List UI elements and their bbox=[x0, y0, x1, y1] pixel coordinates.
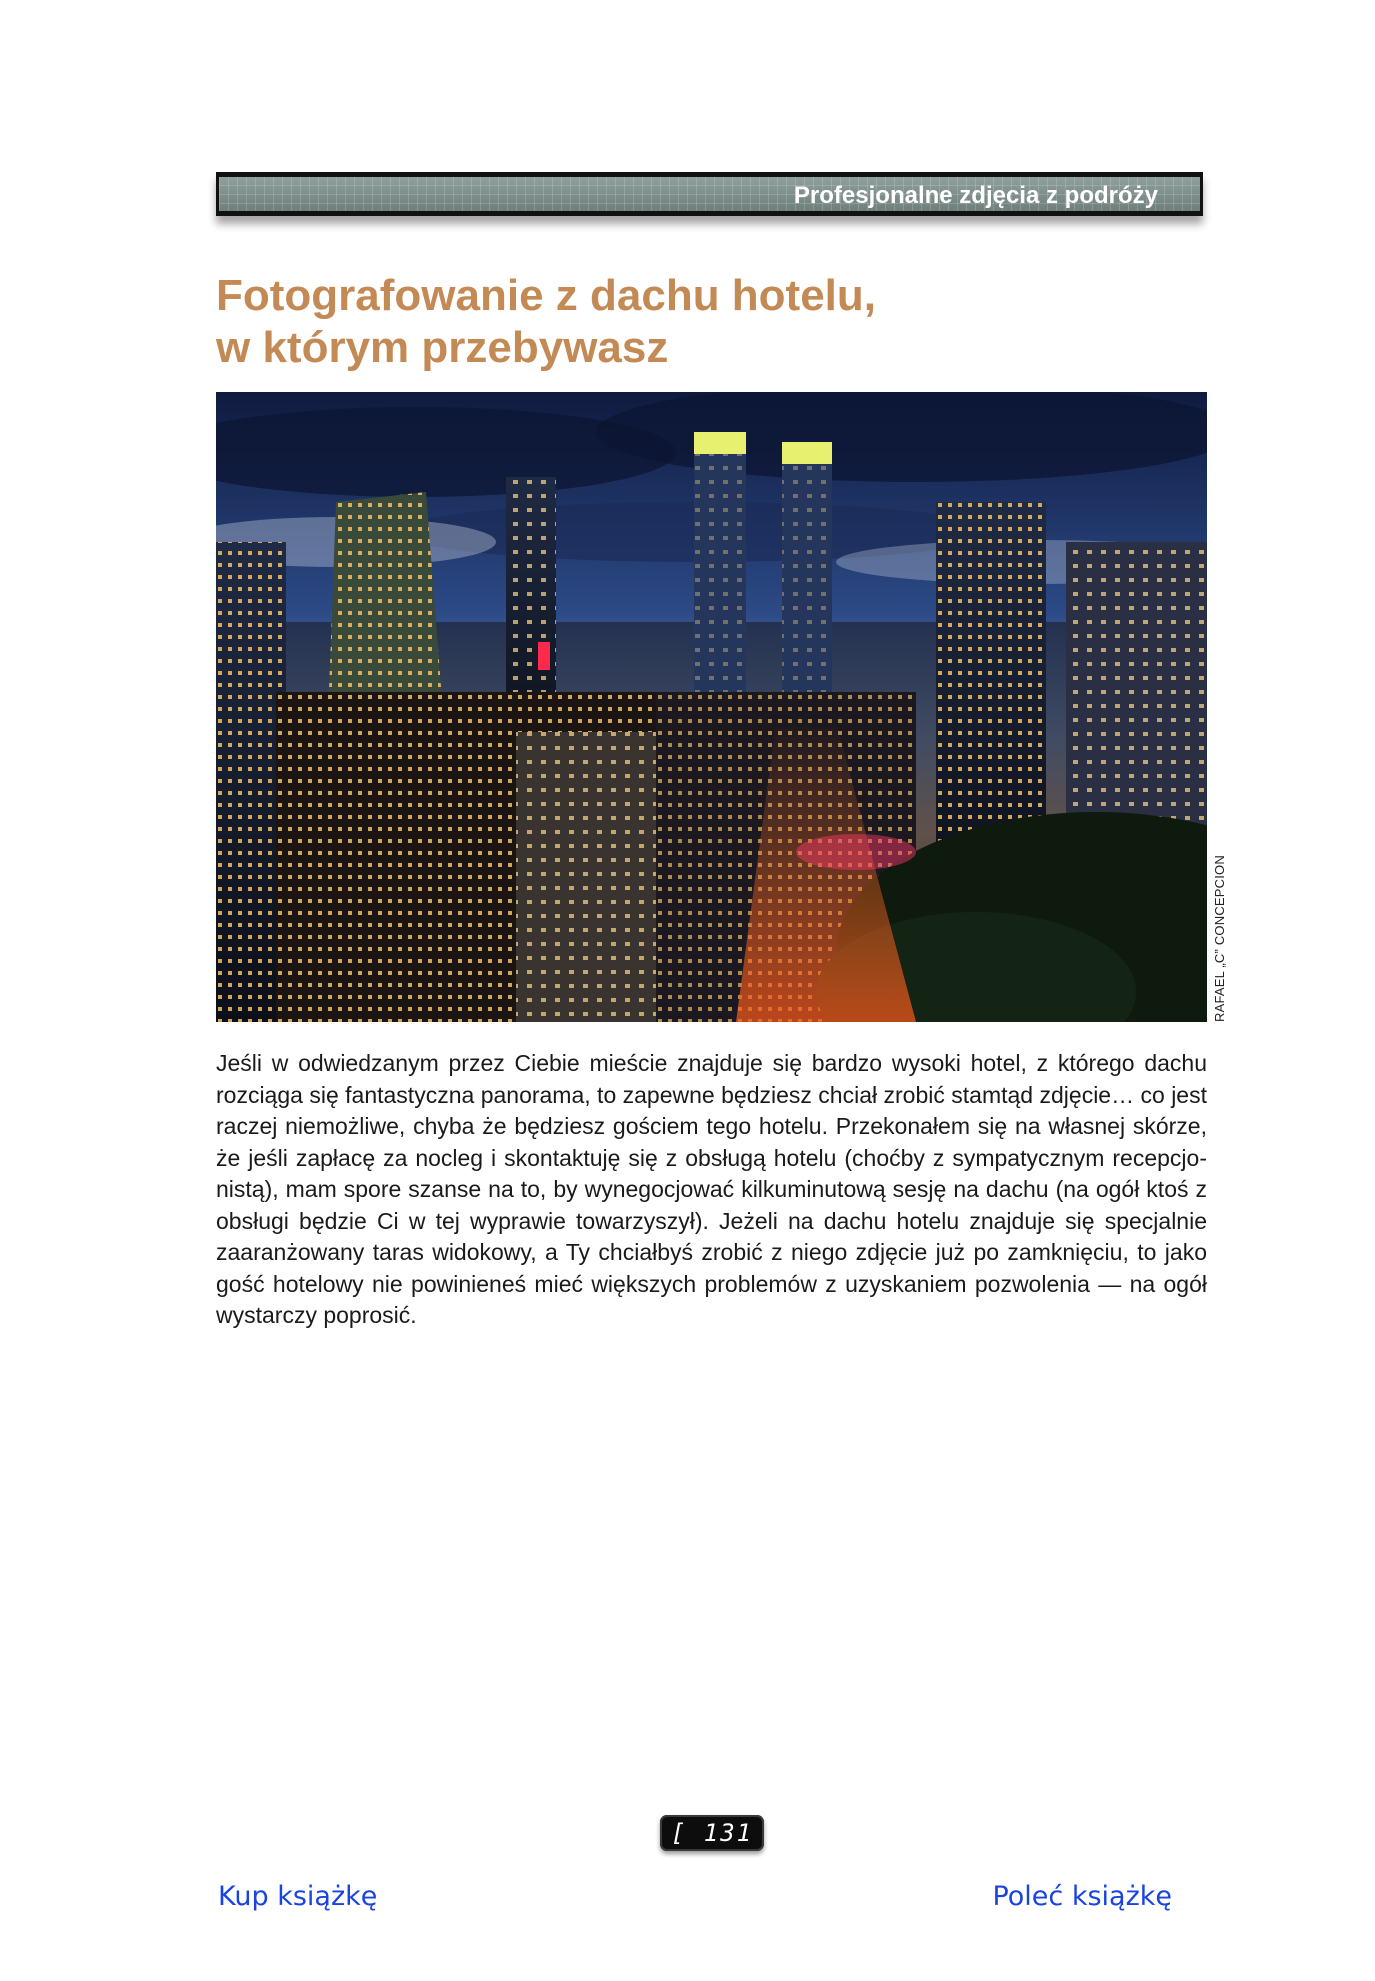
article-title-line-1: Fotografowanie z dachu hotelu, bbox=[216, 271, 876, 320]
article-body: Jeśli w odwiedzanym przez Ciebie mieście znajduje się bardzo wysoki hotel, z którego dachu rozciąga się fantastyczna panorama, to zapewne będziesz chciał zrobić stamtąd zdjęcie… co jest raczej niemożliwe, chyba że będziesz gościem tego hotelu. Przekonałem się na własnej skórze, że jeśli zapłacę za nocleg i skontaktuję się z obsługą hotelu (choćby z sympatycznym recepcjonistą), mam spore szanse na to, by wynegocjować kilkuminutową sesję na dachu (na ogół ktoś z obsługi będzie Ci w tej wyprawie towarzyszył). Jeżeli na dachu hotelu znajduje się specjalnie zaaranżowany taras widokowy, a Ty chciałbyś zrobić z niego zdjęcie już po zamknięciu, to jako gość hotelowy nie powinieneś mieć większych problemów z uzyskaniem pozwolenia — na ogół wystarczy poprosić. bbox=[216, 1050, 1207, 1328]
recommend-book-link[interactable]: Poleć książkę bbox=[992, 1881, 1172, 1912]
photo-credit: RAFAEL „C” CONCEPCION bbox=[1212, 855, 1227, 1022]
city-skyline-photo bbox=[216, 392, 1207, 1022]
section-header-bar bbox=[216, 172, 1203, 216]
page-number-badge: [ 131 ] bbox=[660, 1815, 764, 1851]
article-title-line-2: w którym przebywasz bbox=[216, 323, 669, 372]
section-title: Profesjonalne zdjęcia z podróży bbox=[793, 182, 1158, 209]
article-title bbox=[216, 270, 1196, 374]
buy-book-link[interactable]: Kup książkę bbox=[218, 1881, 378, 1912]
